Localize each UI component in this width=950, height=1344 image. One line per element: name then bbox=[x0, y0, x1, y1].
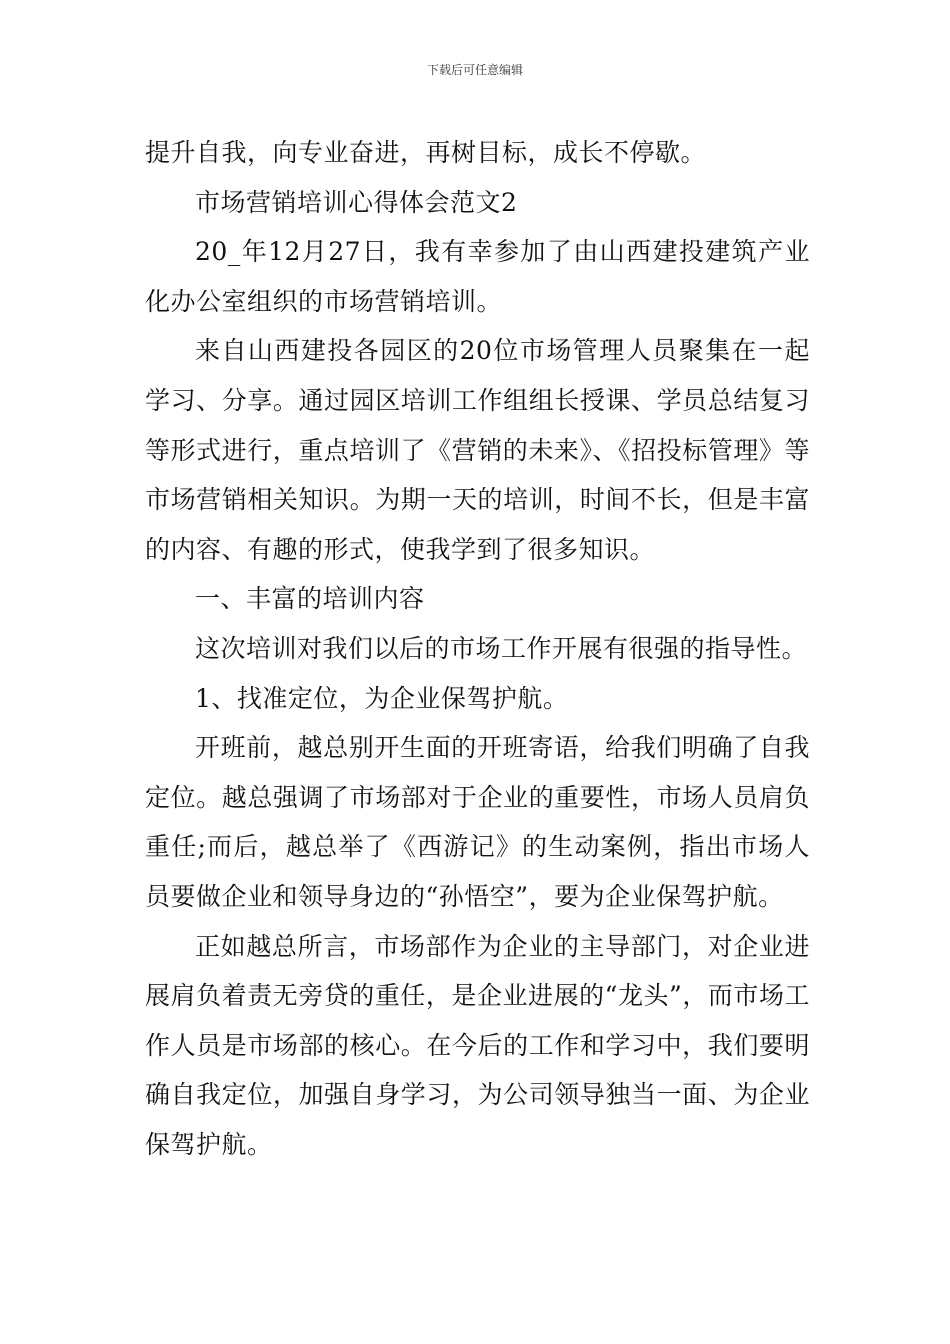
paragraph-5: 开班前，越总别开生面的开班寄语，给我们明确了自我定位。越总强调了市场部对于企业的重要性，市场人员肩负重任;而后，越总举了《西游记》的生动案例，指出市场人员要做企业和领导身边的“孙悟空”，要为企业保驾护航。 bbox=[145, 733, 810, 911]
paragraph-1: 提升自我，向专业奋进，再树目标，成长不停歇。 bbox=[145, 138, 707, 167]
subheading-positioning: 1、找准定位，为企业保驾护航。 bbox=[195, 683, 569, 713]
document-body bbox=[145, 128, 810, 1169]
page-header-note: 下载后可任意编辑 bbox=[426, 63, 523, 77]
paragraph-6: 正如越总所言，市场部作为企业的主导部门，对企业进展肩负着责无旁贷的重任，是企业进展的“龙头”，而市场工作人员是市场部的核心。在今后的工作和学习中，我们要明确自我定位，加强自身学习，为公司领导独当一面、为企业保驾护航。 bbox=[145, 931, 810, 1159]
paragraph-4: 这次培训对我们以后的市场工作开展有很强的指导性。 bbox=[195, 633, 808, 663]
paragraph-3: 来自山西建投各园区的20位市场管理人员聚集在一起学习、分享。通过园区培训工作组组长授课、学员总结复习等形式进行，重点培训了《营销的未来》、《招投标管理》等市场营销相关知识。为期一天的培训，时间不长，但是丰富的内容、有趣的形式，使我学到了很多知识。 bbox=[145, 336, 810, 564]
section-title: 市场营销培训心得体会范文2 bbox=[195, 187, 518, 217]
heading-content: 一、丰富的培训内容 bbox=[195, 584, 425, 614]
paragraph-2: 20_年12月27日，我有幸参加了由山西建投建筑产业化办公室组织的市场营销培训。 bbox=[145, 237, 810, 316]
